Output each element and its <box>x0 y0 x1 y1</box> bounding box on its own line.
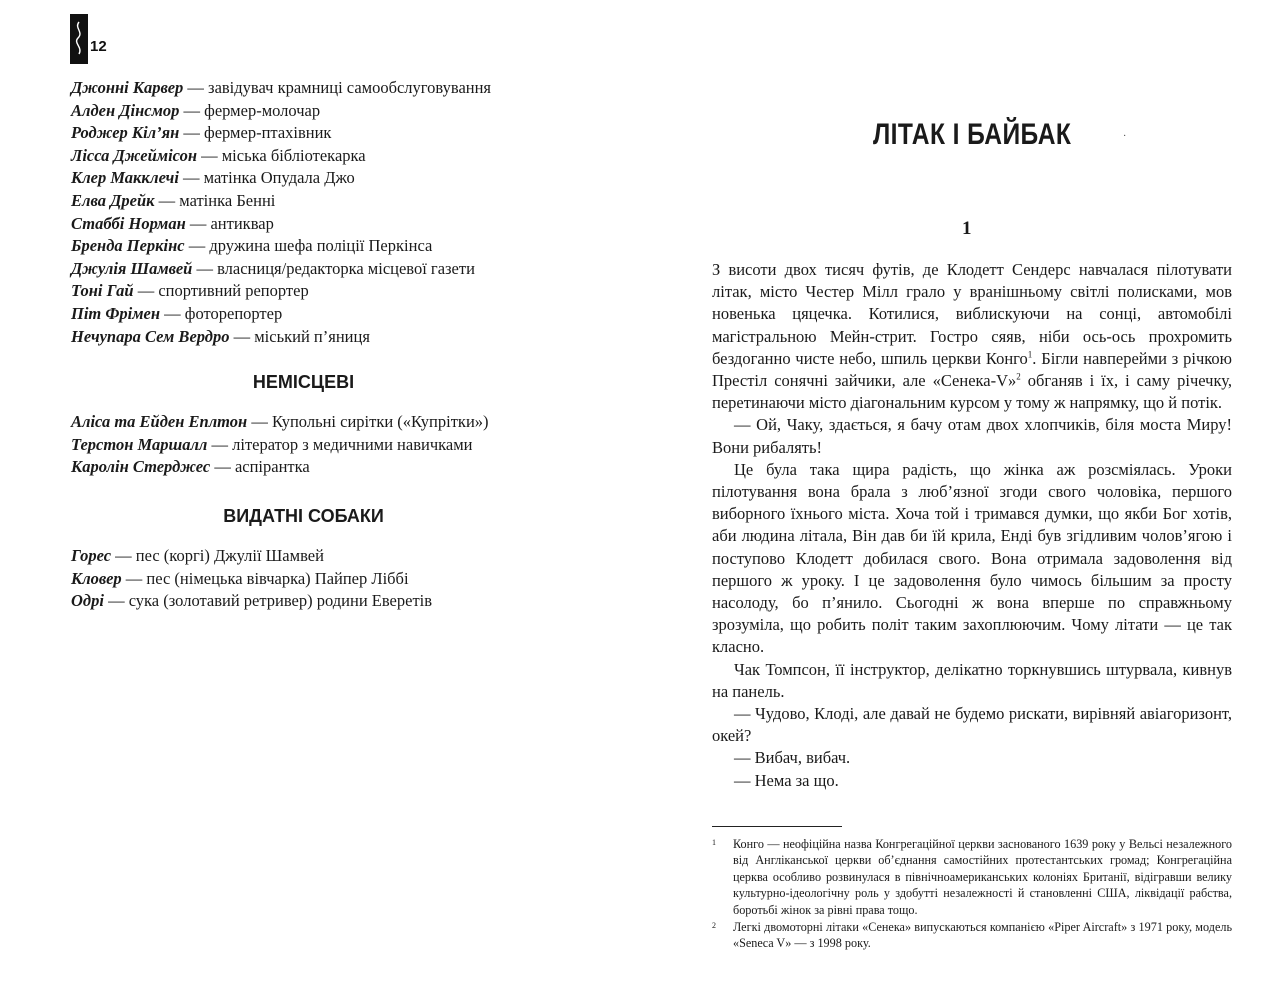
footnote-text: Конго — неофіційна назва Конгрегаційної церкви заснованого 1639 року у Вельсі незалежного від Англіканської церкви об’єднання самостійних протестантських громад; Конгрегаційна церква особливо розвинулася в північноамериканських колоніях Британії, відігравши велику культурно-ідеологічну роль у здобутті незалежності й становленні США, ліквідації рабства, боротьбі жінок за рівні права тощо. <box>733 837 1232 917</box>
paragraph: — Чудово, Клоді, але давай не будемо рискати, вирівняй авіагоризонт, окей? <box>712 704 1232 746</box>
cast-entry: Піт Фрімен — фоторепортер <box>71 303 283 323</box>
paragraph: З висоти двох тисяч футів, де Клодетт Сендерс навчалася пілотувати літак, місто Честер Мілл грало у вранішньому світлі полисками, мов новенька цяцечка. Котилися, виблискуючи на сонці, автомобілі магістральною Мейн-стрит. Гостро сяяв, ніби ось-ось прохромить бездоганно чисте небо, шпиль церкви Конго$^1$. Бігли навперейми з річкою Престіл сонячні зайчики, але «Сенека-V»$^2$ обганяв і їх, і саму річечку, перетинаючи місто діагональним курсом у тому ж напрямку, що й потік. <box>712 260 1232 413</box>
cast-entry: Нечупара Сем Вердро — міський п’яниця <box>71 326 370 346</box>
footnote <box>712 836 1232 918</box>
cast-entry: Стаббі Норман — антиквар <box>71 213 274 233</box>
cast-entry: Елва Дрейк — матінка Бенні <box>71 190 276 210</box>
cast-entry: Бренда Перкінс — дружина шефа поліції Перкінса <box>71 236 433 256</box>
cast-entry: Джулія Шамвей — власниця/редакторка місцевої газети <box>71 258 475 278</box>
cast-entry: Лісса Джеймісон — міська бібліотекарка <box>71 145 366 165</box>
paragraph: — Вибач, вибач. <box>734 748 851 768</box>
footnote-ref: 2 <box>1016 371 1021 382</box>
cast-entry: Терстон Маршалл — літератор з медичними навичками <box>71 434 473 454</box>
ink-speck: · <box>1123 131 1127 142</box>
paragraph: Чак Томпсон, її інструктор, делікатно торкнувшись штурвала, кивнув на панель. <box>712 659 1232 701</box>
right-page <box>644 0 1288 1000</box>
page-number: 12 <box>90 38 107 55</box>
cast-entry: Горес — пес (коргі) Джулії Шамвей <box>71 546 324 565</box>
cast-entry: Клер Макклечі — матінка Опудала Джо <box>71 168 355 188</box>
cast-entry: Кловер — пес (німецька вівчарка) Пайпер Ліббі <box>71 568 409 588</box>
cast-entry: Джонні Карвер — завідувач крамниці самообслуговування <box>71 78 492 97</box>
nemistsevi-list <box>71 411 489 479</box>
left-page <box>0 0 640 1000</box>
sobaky-list <box>71 545 432 613</box>
cast-entry: Каролін Стерджес — аспірантка <box>71 457 310 477</box>
paragraph: — Нема за що. <box>734 770 839 790</box>
footnote-marker: 2 <box>712 921 716 931</box>
footnote <box>712 919 1232 952</box>
body-text <box>712 259 1232 792</box>
footnote-text: Легкі двомоторні літаки «Сенека» випускаються компанією «Piper Aircraft» з 1971 року, модель «Seneca V» — з 1998 року. <box>733 920 1232 951</box>
cast-entry: Тоні Гай — спортивний репортер <box>71 281 309 301</box>
decorative-squiggle-icon <box>72 20 86 56</box>
chapter-title: ЛІТАК І БАЙБАК <box>873 118 1072 151</box>
cast-list <box>71 77 591 348</box>
cast-entry: Алден Дінсмор — фермер-молочар <box>71 100 321 120</box>
section-heading-sobaky: ВИДАТНІ СОБАКИ <box>223 506 384 526</box>
cast-entry: Одрі — сука (золотавий ретривер) родини Еверетів <box>71 591 433 611</box>
chapter-number: 1 <box>962 218 972 239</box>
footnote-marker: 1 <box>712 838 716 847</box>
section-heading-nemistsevi: НЕМІСЦЕВІ <box>252 372 355 392</box>
footnotes <box>712 836 1232 953</box>
footnote-ref: 1 <box>1027 349 1033 360</box>
footnote-divider <box>712 826 842 827</box>
cast-entry: Роджер Кіл’ян — фермер-птахівник <box>71 123 332 143</box>
paragraph: — Ой, Чаку, здається, я бачу отам двох хлопчиків, біля моста Миру! Вони рибалять! <box>712 415 1232 457</box>
page-number-tab <box>70 14 88 64</box>
cast-entry: Аліса та Ейден Еплтон — Купольні сирітки («Купрітки») <box>71 412 489 431</box>
paragraph: Це була така щира радість, що жінка аж розсміялась. Уроки пілотування вона брала з люб’язної згоди свого чоловіка, першого виборного їхнього міста. Хоча той і тримався думки, що якби Бог хотів, аби людина літала, Він дав би їй крила, Енді був згідливим чолов’ягою і поступово Клодетт добилася свого. Вона отримала задоволення від першого ж уроку. І це задоволення було чимось більшим за просту насолоду, бо п’янило. Сьогодні ж вона вперше по справжньому зрозуміла, що робить політ таким захоплюючим. Чому літати — це так класно. <box>712 459 1232 657</box>
